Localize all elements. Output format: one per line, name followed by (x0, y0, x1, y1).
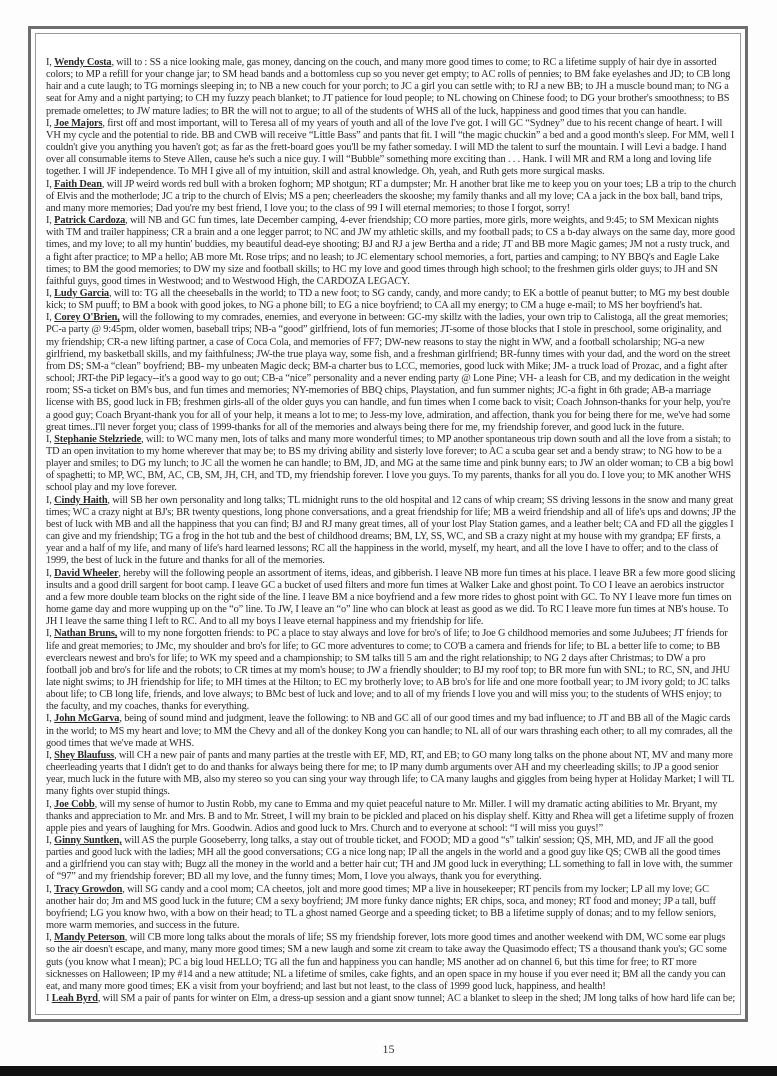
student-name: John McGarva (54, 713, 120, 725)
will-text: will to my none forgotten friends: to PC a place to stay always and love for bro's of life; to Joe G childhood memories and some JuJubees; JT friends for life and great memories; to JMc, my shoulder and bro's for life; to GC more adventures to come; to CO'B a camera and friends for life; to BL a better life to come; to BB everclears newest and bro's for life; to WK my speed and a championship; to SM talks till 5 am and the right relationship; to NG 2 days after Christmas; to DW a pro football job and bro's for life and the robots; to CR times at my mom's house; to JW a friendly shoulder; to BJ my roof top; to BR more fun with SNL; to RC, SN, and JHU late night swims; to JH friendship for life; to MH times at the Hilton; to EC my brotherly love; to AB bro's for life and one more football year; to JM ivory gold; to JC talks about life; to CB long life, friends, and love always; to BMc best of luck and love; and to all of my friends I love you and will miss you; to the students of WHS enjoy; to the faculty, and my coaches, thanks for everything. (46, 628, 730, 713)
will-text: , will NB and GC fun times, late December camping, 4-ever friendship; CO more parties, more girls, more weights, and 9:45; to SM Mexican nights with TM and trailer happiness; CR a brain and a one legger parrot; to NC and JW my athletic skills, and my football pads; to CS a b-day always on the same day, more good times, and my love; to all my huntin' buddies, my beautiful dead-eye shooting; BJ and RJ a jew Bertha and a ride; JT and BB more Magic games; JM not a rusty truck, and a fight after practice; to MP a hello; AB more Mt. Rose trips; and no leash; to JC elementary school memories, a fort, parties and camping; to NY BBQ's and Eagle Lake times; to BM the good memories; to DW my size and football skills; to HC my love and good times through high school; to the freshmen girls older guys; to JH and SN faithful guys, good times in Westwood; and to Westwood High, the CARDOZA LEGACY. (46, 215, 735, 287)
entry-prefix: I, (46, 932, 55, 944)
will-text: will the following to my comrades, enemies, and everyone in between: GC-my skillz with the ladies, your own trip to Calistoga, all the great memories; PC-a party @ 9:45pm, older women, baseball trips; NB-a “good” girlfriend, lots of fun memories; JT-some of those blocks that I stole in preschool, some originality, and my friendship; CR-a new lifting partner, a case of Coca Cola, and memories of FF7; DW-new reasons to stay the night in WW, and a football scholarship; NG-a new girlfriend, my basketball skills, and my faithfulness; JW-the true playa way, some fish, and a freshman girlfriend; BR-funny times with your dad, and the word on the street from DS; SM-a “clean” boyfriend; BB- my unbeaten Magic deck; BM-a charter bus to LCC, memories, good luck with Mike; JM- a truck load of Prozac, and a fight after school; JRT-the PiP legacy--it's a good way to go out; CB-a “nice” personality and a never ending party @ Lone Pine; VH- a leash for CB, and my dedication in the weight room; SS-a ticket on BM's bus, and fun times and memories; NY-memories of BBQ chips, Playstation, and fun summer nights; JC-a fight in 6th grade; AB-a marriage license with BS, good luck in FB; freshmen girls-all of the older guys you can handle, and fun times when I come back to visit; Coach Johnson-thanks for your help, you're a good guy; Coach Bryant-thank you for all of your help, it means a lot to me; to Jess-my love, admiration, and affection, thank you for being there for me, we've had some great times..I'll never forget you; class of 1999-thanks for all of the memories and always being there for me, my friendship forever, and good luck in the future. (46, 312, 731, 433)
scan-edge (0, 1066, 777, 1076)
will-entry (46, 750, 736, 799)
will-entry (46, 57, 736, 118)
entry-prefix: I, (46, 713, 55, 725)
will-entry (46, 993, 736, 1005)
entry-prefix: I, (46, 117, 55, 129)
student-name: Mandy Peterson (54, 932, 125, 944)
will-entry (46, 118, 736, 179)
will-entry (46, 434, 736, 495)
will-text: , first off and most important, will to Teresa all of my years of youth and all of the love I've got. I will GC “Sydney” due to his recent change of heart. I will VH my cycle and the potential to ride. BB and CWB will receive “Little Bass” and pants that fit. I will “the magic chuckin” a bed and a good month's sleep. For MM, well I couldn't give you anything you haven't got; as far as the frett-board goes you'll be my father someday. I will MD the talent to surf the mountain. I will Levi a badge. I hand over all consumable items to Steve Allen, cause he's such a nice guy. I will “Bubble” something more exciting than . . . Hank. I will MR and RM a long and loving life together. I will JF independence. To MH I give all of my intuition, skill and astral knowledge. Oh, yeah, and Ruth gets more surgical masks. (46, 117, 735, 178)
will-text: , will to : SS a nice looking male, gas money, dancing on the couch, and many more good times to come; to RC a lifetime supply of hair dye in assorted colors; to MP a refill for your change jar; to SM head bands and a bottomless cup so you never get empty; to AC rolls of pennies; to BM fake eyelashes and JD; to CB long hair and a cute laugh; to TG mornings sleeping in; to NB a new couch for your porch; to JC a girl you can settle with; to RJ a new BB; to JH a muscle bound man; to NG a seat for Amy and a night partying; to CH my fuzzy peach blanket; to JT patience for loud people; to NL chowing on Chinese food; to DG your brother's smoothness; to BS premade omelettes; to JW mature ladies; to BR the will not to argue; to all of the students of WHS all of the luck, happiness and good times that you can handle. (46, 57, 731, 117)
student-name: Corey O'Brien, (54, 312, 120, 324)
student-name: David Wheeler (54, 567, 119, 579)
entry-prefix: I, (46, 749, 55, 761)
will-text: will AS the purple Gooseberry, long talks, a stay out of trouble ticket, and FOOD; MD a good “s” talkin' session; QS, MH, MD, and JF all the good parties and good luck with the ladies; MH all the good conversations; CG a nice long nap; IP all the angels in the world and a good guy like QS; CWB all the good times and a girlfriend you can stay with; Bugz all the money in the world and a better hair cut; TH and JM good luck in everything; LL something to fall in love with, the summer of “97” and my friendship forever; BD all my love, and the funny times; Mom, I love you always, thank you for everything. (46, 835, 733, 883)
senior-wills-text (46, 57, 736, 1005)
will-entry (46, 568, 736, 629)
entry-prefix: I, (46, 494, 55, 506)
will-text: , will CB more long talks about the morals of life; SS my friendship forever, lots more good times and another weekend with DM, WC some ear plugs so the air doesn't escape, and many, many more good times; SM a new laugh and some zit cream to take away the Quasimodo effect; TS a thousand thank you's; GC some guts (you know what I mean); PC a big loud HELLO; TG all the fun and happiness you can handle; MS another ad on channel 6, but this time for free; to RT more sicknesses on Halloween; IP my #14 and a new attitude; NL a lifetime of smiles, cake fights, and an open space in my house if you ever need it; BM all the candy you can eat, and many more good times; EK a visit from your boyfriend; and last but not least, to the class of 1999 good luck, happiness, and health! (46, 932, 727, 992)
will-entry (46, 799, 736, 835)
entry-prefix: I, (46, 312, 55, 324)
will-text: , will: to WC many men, lots of talks and many more wonderful times; to MP another spontaneous trip down south and all the love from a sistah; to TD an open invitation to my home wherever that may be; to BS my driving ability and sisterly love forever; to AC a scuba gear set and a bendy straw; to NG how to be a player and smiles; to DG my lunch; to JC all the women he can handle; to BM, JD, and MG at the same time and pink bunny ears; to JW an older woman; to CB a big bowl of spaghetti; to MP, WC, BM, AC, CB, SM, JH, CH, and TD, my friendship forever. I love you guys. To my parents, thanks for all you do. I love you; to MK another WHS school play and my love forever. (46, 433, 734, 494)
will-entry (46, 288, 736, 312)
student-name: Wendy Costa (54, 57, 112, 68)
will-entry (46, 884, 736, 933)
entry-prefix: I, (46, 883, 55, 895)
student-name: Faith Dean (54, 178, 102, 190)
will-entry (46, 312, 736, 434)
will-entry (46, 932, 736, 993)
will-entry (46, 713, 736, 749)
entry-prefix: I, (46, 628, 55, 640)
student-name: Patrick Cardoza (54, 215, 126, 227)
will-entry (46, 835, 736, 884)
student-name: Leah Byrd (51, 993, 98, 1005)
will-text: , hereby will the following people an assortment of items, ideas, and gibberish. I leave NB more fun times at his place. I leave BR a few more good slicing insults and a good drill sargent for boot camp. I leave GC a bucket of used filters and more fun times at Walker Lake and ghost point. To CO I leave an aerobics instructor and a few more double team blocks on the right side of the line. I leave BM a nice boyfriend and a few more rides to ghost point with GC. To NY I leave more fun times on home game day and more wupping up on the “o” line. To JW, I leave an “o” line who can block at least as good as we did. To RC I leave more fun times at NB's house. To JH I leave the same thing I left to RC. And to all my boys I leave eternal happiness and my friendship for life. (46, 567, 736, 628)
will-entry (46, 628, 736, 713)
student-name: Joe Majors (54, 117, 103, 129)
entry-prefix: I, (46, 215, 55, 227)
will-text: , will my sense of humor to Justin Robb, my cane to Emma and my quiet peaceful nature to Mr. Miller. I will my dramatic acting abilities to Mr. Bryant, my thanks and appreciation to Mr. and Mrs. B and to Mr. Street, I will my brain to be pickled and placed on his display shelf. Kitty and Rhea will get a lifetime supply of frozen apple pies and years of laughing for Mrs. Goodwin. Adios and good luck to Mrs. Church and to everyone at school: “I will miss you guys!” (46, 798, 734, 834)
student-name: Joe Cobb (54, 798, 95, 810)
will-text: , will CH a new pair of pants and many parties at the trestle with EF, MD, RT, and EB; to GO many long talks on the phone about NT, MV and many more cheerleading yearts that I didn't get to do and thanks for always being there for me; to IP many dumb arguments over AH and my cheerleading skills; to JP a good senior year, much luck in the future with MB, also my stereo so you can sing your way through life; to CA many laughs and giggles from being hyper at Holiday Market; I will TL many fights over stupid things. (46, 749, 734, 798)
student-name: Tracy Growdon (54, 883, 123, 895)
student-name: Shey Blaufuss (54, 749, 115, 761)
entry-prefix: I, (46, 433, 55, 445)
page-number: 15 (382, 1042, 395, 1057)
will-text: , being of sound mind and judgment, leave the following: to NB and GC all of our good times and my bad influence; to JT and BB all of the Magic cards in the world; to MS my heart and love; to MM the Chevy and all of the donkey Kong you can handle; to NL all of our wars thrashing each other; to all my comrades, all the good times that we've made at WHS. (46, 713, 733, 749)
will-text: , will JP weird words red bull with a broken foghorn; MP shotgun; RT a dumpster; Mr. H another brat like me to keep you on your toes; LB a trip to the church of Elvis and the motherlode; JC a trip to the church of Elvis; MS a pen; cheerleaders the skooshe; my family thanks and all my love; CA a jack in the box ball, band trips, and many more memories; Dad you're my best friend, I love you; to the class of 99 I will eternal memories; to those I forgot, sorry! (46, 178, 736, 214)
entry-prefix: I, (46, 178, 55, 190)
entry-prefix: I, (46, 798, 55, 810)
entry-prefix: I, (46, 567, 55, 579)
student-name: Ludy Garcia (54, 287, 109, 299)
will-entry (46, 179, 736, 215)
will-entry (46, 495, 736, 568)
student-name: Stephanie Stelzriede (54, 433, 142, 445)
will-text: , will to: TG all the cheeseballs in the world; to TD a new foot; to SG candy, candy, and more candy; to EK a bottle of peanut butter; to MG my best double kick; to SM puuff; to BM a book with good jokes, to NG a phone bill; to EG a nice boyfriend; to CA all my energy; to CM a huge e-mail; to MS her boyfriend's hat. (46, 287, 730, 312)
will-text: , will SB her own personality and long talks; TL midnight runs to the old hospital and 12 cans of whip cream; SS driving lessons in the snow and many great times; WC a crazy night at BJ's; BR twenty questions, long phone conversations, and a great friendship for life; MB a weird friendship and all of life's ups and downs; JP the best of luck with MB and all the happiness that you can find; BJ and RJ many great times, all of your lost Play Station games, and a leather belt; CA and FD all the giggles I can give and my friendship; TG a frog in the hot tub and the best of childhood dreams; BM, LY, SS, WC, and SB a crazy night at my house with my grandpa; EF firsts, a year and a half of my life, and many of life's hard learned lessons; RC all the happiness in the world, myself, my heart, and all the love I have to offer; and to the class of 1999, the best of luck in the future and thanks for all of the memories. (46, 494, 736, 567)
entry-prefix: I (46, 993, 52, 1005)
entry-prefix: I, (46, 287, 55, 299)
student-name: Ginny Suntken, (54, 835, 122, 846)
student-name: Cindy Haith (54, 494, 108, 506)
entry-prefix: I, (46, 57, 55, 68)
will-text: , will SM a pair of pants for winter on Elm, a dress-up session and a giant snow tunnel; AC a blanket to sleep in the shed; JM long talks of how hard life can be; (97, 993, 736, 1005)
student-name: Nathan Bruns, (54, 628, 118, 640)
entry-prefix: I, (46, 835, 55, 846)
will-text: , will SG candy and a cool mom; CA cheetos, jolt and more good times; MP a live in housekeeper; RT pencils from my locker; LP all my love; GC another hair do; Jm and MS good luck in the future; CM a sexy boyfriend; JM more funky dance nights; ER chips, soca, and money; RT food and money; JP a tall, buff boyfriend; LG you know hwo, with a bow on their head; to TL a ghost named George and a speeding ticket; to BB a lifetime supply of donas; and to my fellow seniors, more warm memories, and success in the future. (46, 883, 716, 932)
page-border (28, 26, 748, 1022)
will-entry (46, 215, 736, 288)
